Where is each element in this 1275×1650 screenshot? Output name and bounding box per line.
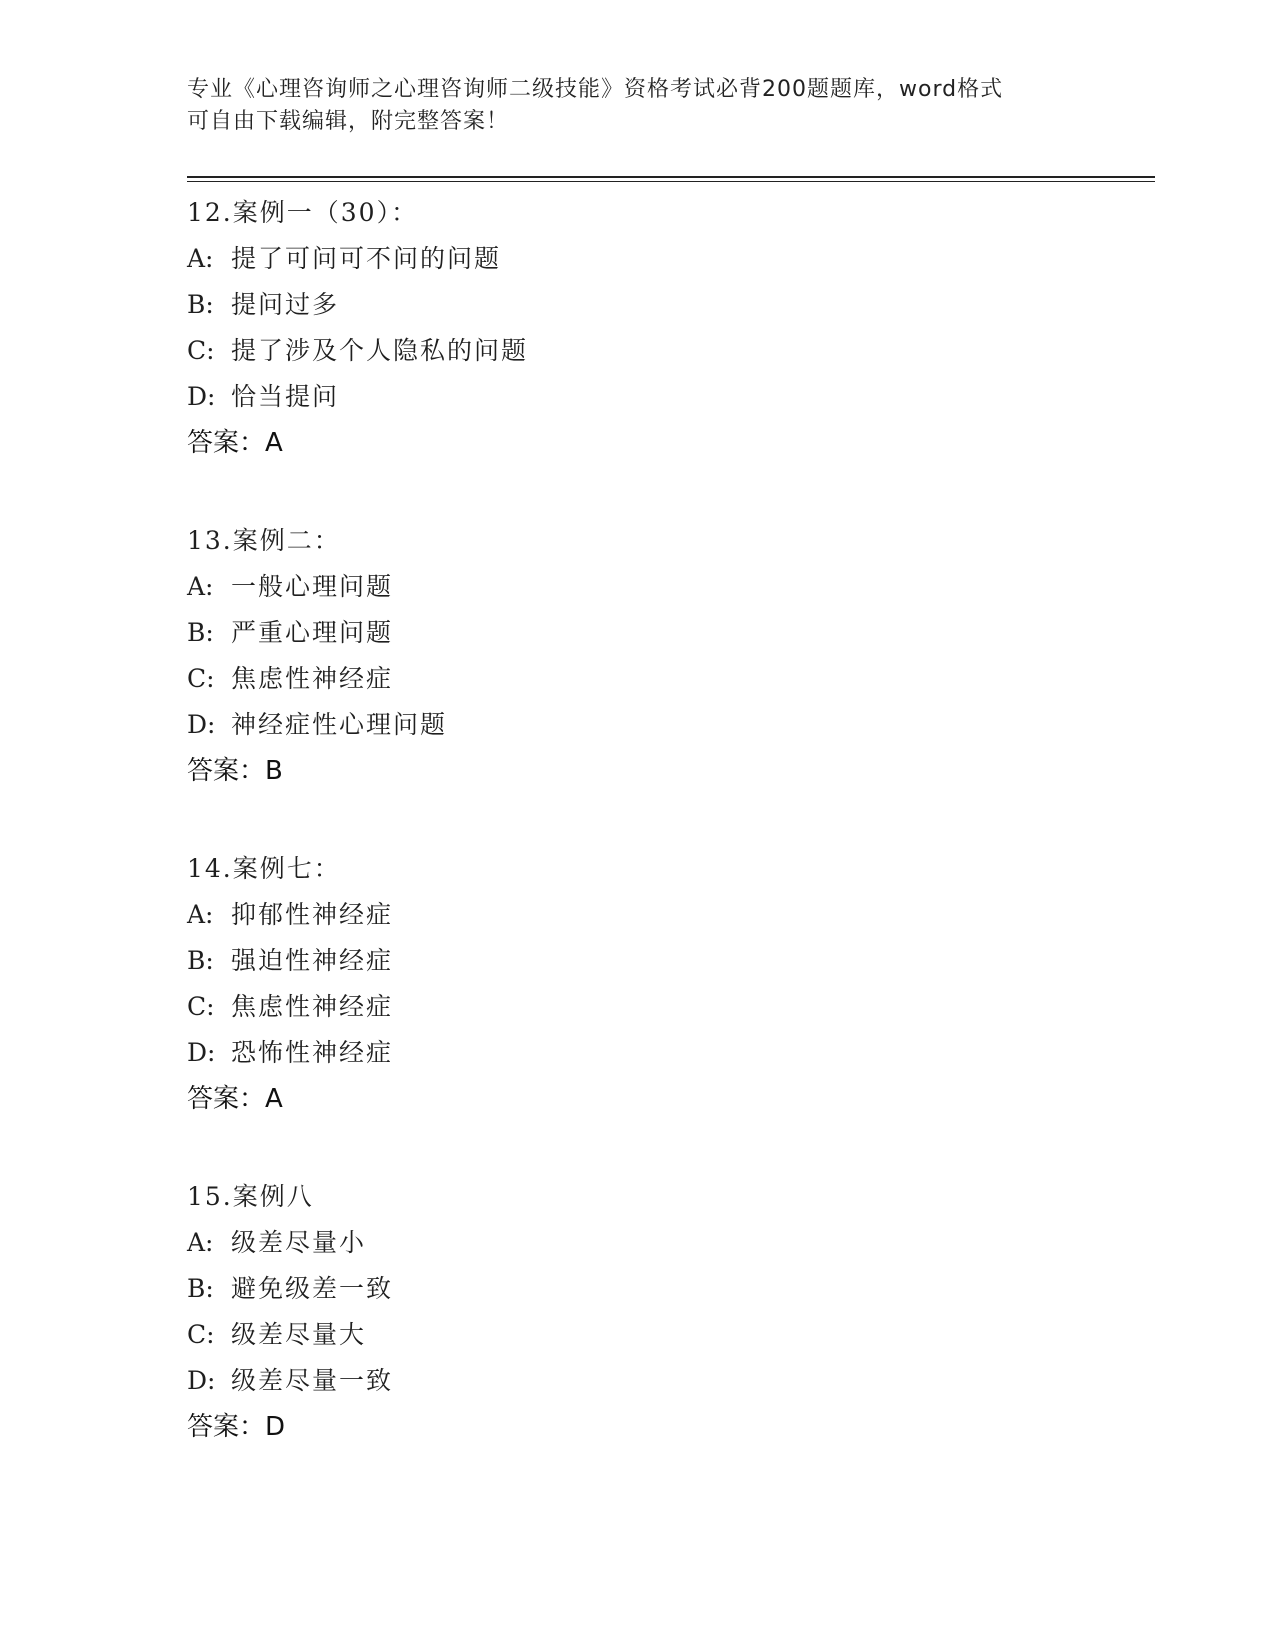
option-text: 严重心理问题 xyxy=(231,618,394,647)
option-d xyxy=(187,1030,1147,1076)
option-a xyxy=(187,892,1147,938)
option-letter: C: xyxy=(187,992,215,1021)
option-b xyxy=(187,1266,1147,1312)
option-letter: C: xyxy=(187,336,215,365)
option-text: 恰当提问 xyxy=(231,382,340,411)
option-letter: B: xyxy=(187,1274,214,1303)
question-title: 14.案例七： xyxy=(187,854,341,883)
answer-line: 答案：A xyxy=(187,1084,283,1114)
option-letter: B: xyxy=(187,618,214,647)
option-letter: D: xyxy=(187,710,216,739)
option-a xyxy=(187,1220,1147,1266)
option-text: 提了涉及个人隐私的问题 xyxy=(231,336,529,365)
option-text: 级差尽量大 xyxy=(231,1320,367,1349)
option-letter: B: xyxy=(187,946,214,975)
option-letter: D: xyxy=(187,1366,216,1395)
option-text: 一般心理问题 xyxy=(231,572,394,601)
option-a xyxy=(187,236,1147,282)
option-d xyxy=(187,374,1147,420)
option-c xyxy=(187,984,1147,1030)
option-letter: A: xyxy=(187,572,214,601)
answer-line: 答案：B xyxy=(187,756,283,786)
option-b xyxy=(187,610,1147,656)
option-c xyxy=(187,1312,1147,1358)
question-block xyxy=(187,190,1147,466)
option-d xyxy=(187,702,1147,748)
option-letter: C: xyxy=(187,1320,215,1349)
option-letter: D: xyxy=(187,1038,216,1067)
question-block xyxy=(187,1174,1147,1450)
option-c xyxy=(187,656,1147,702)
option-c xyxy=(187,328,1147,374)
question-block xyxy=(187,518,1147,794)
header-divider-thick xyxy=(187,176,1155,178)
option-a xyxy=(187,564,1147,610)
option-text: 提问过多 xyxy=(231,290,340,319)
document-header xyxy=(187,74,1067,138)
option-b xyxy=(187,938,1147,984)
question-title: 13.案例二： xyxy=(187,526,341,555)
answer-line: 答案：D xyxy=(187,1412,286,1442)
header-line-2: 可自由下载编辑，附完整答案！ xyxy=(187,109,510,134)
question-block xyxy=(187,846,1147,1122)
option-text: 焦虑性神经症 xyxy=(231,664,394,693)
question-list xyxy=(187,190,1147,1502)
header-divider-thin xyxy=(187,181,1155,182)
option-letter: D: xyxy=(187,382,216,411)
question-title: 15.案例八 xyxy=(187,1182,314,1211)
option-text: 焦虑性神经症 xyxy=(231,992,394,1021)
option-text: 抑郁性神经症 xyxy=(231,900,394,929)
option-text: 级差尽量小 xyxy=(231,1228,367,1257)
option-text: 避免级差一致 xyxy=(231,1274,394,1303)
option-letter: A: xyxy=(187,244,214,273)
option-text: 级差尽量一致 xyxy=(231,1366,394,1395)
option-text: 提了可问可不问的问题 xyxy=(231,244,502,273)
option-text: 神经症性心理问题 xyxy=(231,710,448,739)
option-text: 恐怖性神经症 xyxy=(231,1038,394,1067)
option-letter: A: xyxy=(187,1228,214,1257)
answer-line: 答案：A xyxy=(187,428,283,458)
option-letter: A: xyxy=(187,900,214,929)
option-letter: C: xyxy=(187,664,215,693)
question-title: 12.案例一（30）： xyxy=(187,198,419,227)
header-line-1: 专业《心理咨询师之心理咨询师二级技能》资格考试必背200题题库，word格式 xyxy=(187,77,1004,102)
option-d xyxy=(187,1358,1147,1404)
option-text: 强迫性神经症 xyxy=(231,946,394,975)
option-letter: B: xyxy=(187,290,214,319)
option-b xyxy=(187,282,1147,328)
